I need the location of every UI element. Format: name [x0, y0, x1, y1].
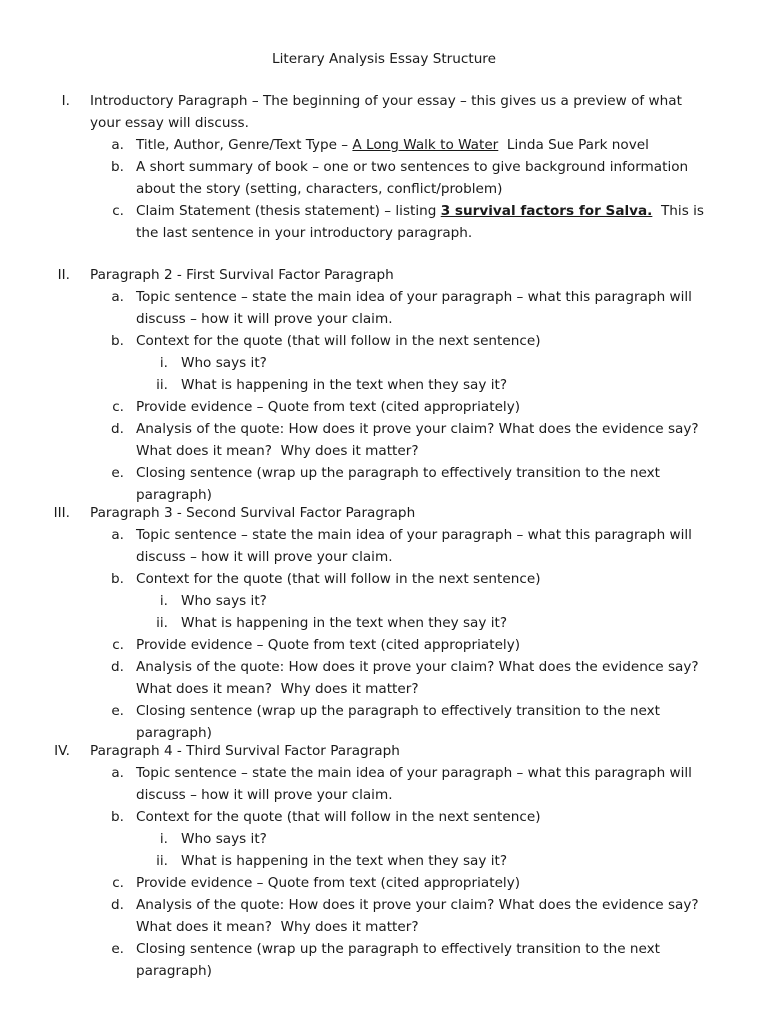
section-heading: Paragraph 4 - Third Survival Factor Paragraph — [90, 743, 400, 759]
list-item-summary: A short summary of book – one or two sentences to give background information — [136, 159, 689, 175]
list-item: Closing sentence (wrap up the paragraph to effectively transition to the next — [136, 941, 661, 957]
list-item: Closing sentence (wrap up the paragraph to effectively transition to the next — [136, 703, 661, 719]
list-item: Analysis of the quote: How does it prove your claim? What does the evidence say? — [136, 897, 699, 913]
subitem-numeral: i. — [159, 593, 168, 609]
list-item-continued: What does it mean? Why does it matter? — [136, 443, 419, 459]
sub-list-item: What is happening in the text when they say it? — [181, 615, 508, 631]
list-item: Context for the quote (that will follow in the next sentence) — [136, 333, 541, 349]
list-item: Analysis of the quote: How does it prove your claim? What does the evidence say? — [136, 421, 699, 437]
item-text-suffix: Linda Sue Park novel — [498, 137, 649, 153]
list-item-continued: discuss – how it will prove your claim. — [136, 549, 393, 565]
list-item-continued: discuss – how it will prove your claim. — [136, 787, 393, 803]
list-item-continued: discuss – how it will prove your claim. — [136, 311, 393, 327]
section-numeral: II. — [57, 267, 70, 283]
item-letter: a. — [111, 137, 124, 153]
list-item: Analysis of the quote: How does it prove your claim? What does the evidence say? — [136, 659, 699, 675]
item-letter: e. — [111, 465, 124, 481]
list-item-title-author — [136, 134, 649, 156]
section-heading: Introductory Paragraph – The beginning of your essay – this gives us a preview of what — [90, 93, 682, 109]
item-letter: a. — [111, 289, 124, 305]
item-letter: e. — [111, 941, 124, 957]
list-item: Topic sentence – state the main idea of your paragraph – what this paragraph will — [136, 289, 692, 305]
book-title: A Long Walk to Water — [352, 137, 499, 153]
list-item: Closing sentence (wrap up the paragraph to effectively transition to the next — [136, 465, 661, 481]
list-item-claim-continued: the last sentence in your introductory paragraph. — [136, 225, 473, 241]
list-item: Context for the quote (that will follow in the next sentence) — [136, 571, 541, 587]
subitem-numeral: i. — [159, 355, 168, 371]
sub-list-item: What is happening in the text when they say it? — [181, 853, 508, 869]
list-item: Provide evidence – Quote from text (cited appropriately) — [136, 637, 521, 653]
list-item: Topic sentence – state the main idea of your paragraph – what this paragraph will — [136, 527, 692, 543]
sub-list-item: What is happening in the text when they say it? — [181, 377, 508, 393]
subitem-numeral: ii. — [156, 615, 168, 631]
item-text-suffix: This is — [652, 203, 704, 219]
section-heading-continued: your essay will discuss. — [90, 115, 249, 131]
item-letter: b. — [111, 571, 124, 587]
item-letter: c. — [112, 203, 124, 219]
section-numeral: IV. — [54, 743, 70, 759]
item-letter: a. — [111, 527, 124, 543]
list-item-summary-continued: about the story (setting, characters, conflict/problem) — [136, 181, 503, 197]
sub-list-item: Who says it? — [181, 355, 267, 371]
item-text: Claim Statement (thesis statement) – listing — [136, 203, 441, 219]
list-item-claim — [136, 200, 704, 222]
item-letter: d. — [111, 421, 124, 437]
item-letter: b. — [111, 809, 124, 825]
item-letter: c. — [112, 399, 124, 415]
item-letter: d. — [111, 897, 124, 913]
list-item-continued: paragraph) — [136, 725, 212, 741]
subitem-numeral: i. — [159, 831, 168, 847]
sub-list-item: Who says it? — [181, 593, 267, 609]
subitem-numeral: ii. — [156, 853, 168, 869]
item-letter: b. — [111, 333, 124, 349]
item-letter: e. — [111, 703, 124, 719]
list-item: Topic sentence – state the main idea of your paragraph – what this paragraph will — [136, 765, 692, 781]
list-item: Context for the quote (that will follow in the next sentence) — [136, 809, 541, 825]
sub-list-item: Who says it? — [181, 831, 267, 847]
page-title: Literary Analysis Essay Structure — [272, 51, 496, 67]
list-item-continued: What does it mean? Why does it matter? — [136, 681, 419, 697]
list-item-continued: paragraph) — [136, 487, 212, 503]
item-text: Title, Author, Genre/Text Type – — [136, 137, 353, 153]
section-heading: Paragraph 3 - Second Survival Factor Paragraph — [90, 505, 416, 521]
item-letter: c. — [112, 875, 124, 891]
item-letter: d. — [111, 659, 124, 675]
item-letter: a. — [111, 765, 124, 781]
list-item: Provide evidence – Quote from text (cited appropriately) — [136, 875, 521, 891]
item-letter: c. — [112, 637, 124, 653]
list-item: Provide evidence – Quote from text (cited appropriately) — [136, 399, 521, 415]
section-heading: Paragraph 2 - First Survival Factor Paragraph — [90, 267, 394, 283]
section-numeral: III. — [53, 505, 70, 521]
item-letter: b. — [111, 159, 124, 175]
claim-emphasis: 3 survival factors for Salva. — [440, 203, 653, 219]
list-item-continued: What does it mean? Why does it matter? — [136, 919, 419, 935]
list-item-continued: paragraph) — [136, 963, 212, 979]
section-numeral: I. — [61, 93, 70, 109]
subitem-numeral: ii. — [156, 377, 168, 393]
